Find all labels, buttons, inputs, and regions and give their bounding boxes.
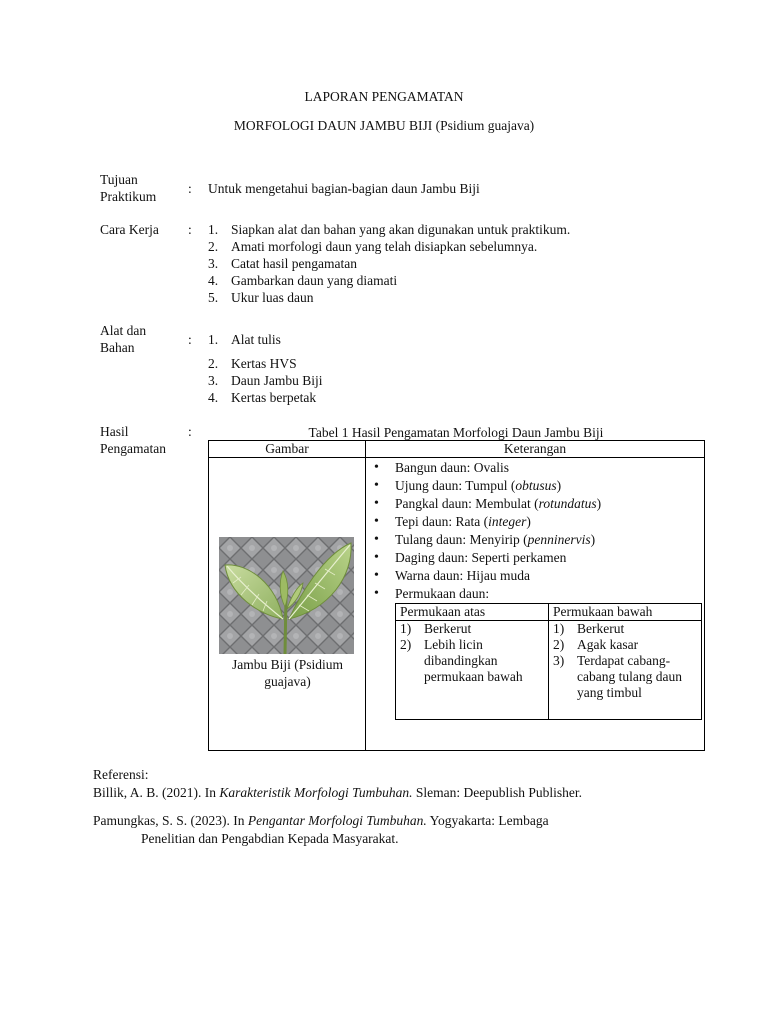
reference-title: Karakteristik Morfologi Tumbuhan. [219,785,413,800]
step-text: Ukur luas daun [231,290,314,305]
tujuan-label [100,171,185,205]
surface-bawah-cell [549,621,702,720]
list-item [366,549,704,567]
step-number: 5. [208,290,219,305]
item-number: 2. [208,356,219,371]
trait-text: Warna daun: Hijau muda [395,568,530,583]
surface-atas-list [400,621,548,685]
tujuan-label-line2: Praktikum [100,189,157,204]
list-item [208,372,323,389]
list-item [366,477,704,495]
reference-publisher: Yogyakarta: Lembaga [426,813,549,828]
reference-author: Pamungkas, S. S. (2023). In [93,813,248,828]
trait-after: ) [596,496,602,511]
item-number: 2) [400,637,412,652]
step-text: Catat hasil pengamatan [231,256,357,271]
alat-bahan-label [100,322,185,356]
item-text: Lebih licin dibandingkan permukaan bawah [424,637,523,684]
image-caption: Jambu Biji (Psidium guajava) [231,657,343,689]
trait-text: Tulang daun: Menyirip ( [395,532,528,547]
list-item [208,389,323,406]
list-item [366,531,704,549]
list-item [208,255,570,272]
report-subtitle: MORFOLOGI DAUN JAMBU BIJI (Psidium guajava) [233,118,535,133]
tujuan-colon: : [188,181,192,196]
list-item [553,621,701,637]
trait-text: Bangun daun: Ovalis [395,460,509,475]
trait-text: Permukaan daun: [395,586,490,601]
item-number: 3) [553,653,565,668]
item-text: Berkerut [577,621,625,636]
list-item [366,495,704,513]
list-item [208,238,570,255]
guava-leaf-photo [219,537,354,654]
reference-continuation: Penelitian dan Pengabdian Kepada Masyarakat. [141,831,399,846]
hasil-label-line1: Hasil [100,424,129,439]
list-item [553,653,701,701]
list-item [208,289,570,306]
item-number: 1) [400,621,412,636]
table-caption: Tabel 1 Hasil Pengamatan Morfologi Daun Jambu Biji [308,425,604,440]
trait-text: Tepi daun: Rata ( [395,514,489,529]
step-text: Gambarkan daun yang diamati [231,273,398,288]
trait-after: ) [556,478,562,493]
item-number: 1. [208,332,219,347]
tujuan-label-line1: Tujuan [100,172,138,187]
cara-kerja-list [208,221,570,306]
trait-latin: obtusus [515,478,557,493]
column-header-keterangan: Keterangan [366,441,705,458]
step-text: Amati morfologi daun yang telah disiapkan sebelumnya. [231,239,538,254]
trait-text: Pangkal daun: Membulat ( [395,496,539,511]
image-cell [209,458,366,751]
item-number: 1) [553,621,565,636]
list-item [208,355,323,372]
item-text: Alat tulis [231,332,281,347]
alat-bahan-colon: : [188,332,192,347]
reference-title: Pengantar Morfologi Tumbuhan. [247,813,427,828]
column-header-gambar: Gambar [209,441,366,458]
list-item [208,272,570,289]
step-number: 3. [208,256,219,271]
hasil-label-line2: Pengamatan [100,441,166,456]
item-number: 2) [553,637,565,652]
trait-after: ) [526,514,531,529]
trait-text: Daging daun: Seperti perkamen [395,550,567,565]
trait-latin: penninervis [527,532,591,547]
alat-bahan-label-line2: Bahan [100,340,135,355]
item-text: Terdapat cabang-cabang tulang daun yang timbul [577,653,682,700]
cara-kerja-colon: : [188,222,192,237]
list-item [366,513,704,531]
list-item [400,637,548,685]
report-title: LAPORAN PENGAMATAN [304,89,464,104]
step-number: 1. [208,222,219,237]
surface-bawah-list [553,621,701,701]
item-text: Daun Jambu Biji [231,373,323,388]
traits-list [366,459,704,603]
tujuan-text: Untuk mengetahui bagian-bagian daun Jambu Biji [208,181,480,196]
surface-table [395,603,702,720]
step-number: 4. [208,273,219,288]
reference-entry [93,784,582,801]
trait-after: ) [590,532,596,547]
reference-author: Billik, A. B. (2021). In [93,785,220,800]
list-item [208,331,281,348]
item-text: Kertas HVS [231,356,297,371]
surface-header-atas: Permukaan atas [396,604,549,621]
list-item [553,637,701,653]
trait-latin: integer [488,514,527,529]
reference-entry [93,812,549,829]
item-number: 3. [208,373,219,388]
list-item [366,459,704,477]
alat-bahan-list-first [208,331,281,348]
hasil-label [100,423,185,457]
item-text: Agak kasar [577,637,639,652]
references-heading: Referensi: [93,767,149,782]
alat-bahan-list [208,355,323,406]
step-text: Siapkan alat dan bahan yang akan digunakan untuk praktikum. [231,222,571,237]
trait-text: Ujung daun: Tumpul ( [395,478,516,493]
list-item [400,621,548,637]
surface-header-bawah: Permukaan bawah [549,604,702,621]
surface-atas-cell [396,621,549,720]
list-item [208,221,570,238]
list-item [366,567,704,585]
item-text: Berkerut [424,621,472,636]
reference-publisher: Sleman: Deepublish Publisher. [412,785,583,800]
traits-cell [366,458,705,751]
hasil-colon: : [188,424,192,439]
alat-bahan-label-line1: Alat dan [100,323,147,338]
cara-kerja-label: Cara Kerja [100,222,159,237]
observation-table [208,440,705,751]
step-number: 2. [208,239,219,254]
trait-latin: rotundatus [538,496,597,511]
list-item [366,585,704,603]
item-text: Kertas berpetak [231,390,317,405]
item-number: 4. [208,390,219,405]
